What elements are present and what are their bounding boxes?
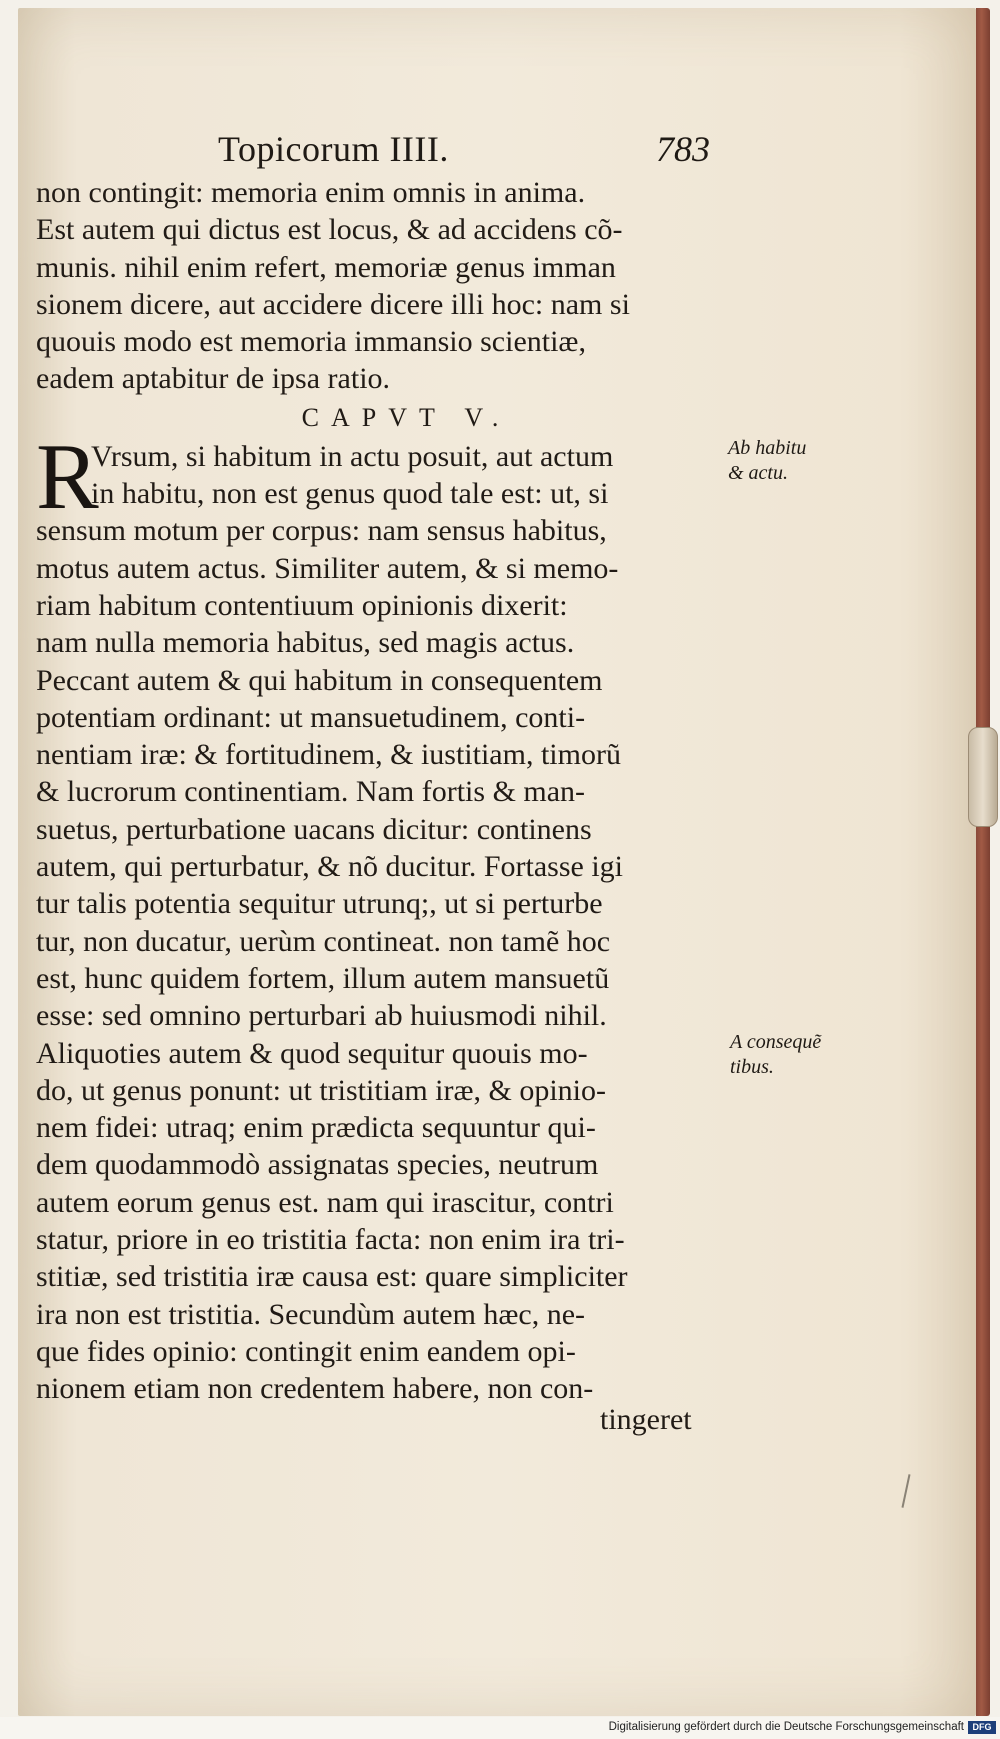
text-line: tur, non ducatur, uerùm contineat. non tamẽ hoc bbox=[36, 924, 611, 958]
text-line: non contingit: memoria enim omnis in anima. bbox=[36, 176, 586, 209]
text-line: munis. nihil enim refert, memoriæ genus imman bbox=[36, 250, 616, 284]
text-line: nem fidei: utraq; enim prædicta sequuntur qui- bbox=[36, 1111, 596, 1145]
marginal-note-line: Ab habitu bbox=[728, 437, 807, 459]
marginal-note bbox=[730, 1030, 880, 1080]
book-clasp bbox=[968, 727, 998, 827]
text-line: do, ut genus ponunt: ut tristitiam iræ, & opinio- bbox=[36, 1073, 606, 1107]
text-line: autem, qui perturbatur, & nõ ducitur. Fortasse igi bbox=[36, 850, 624, 884]
marginal-note-line: tibus. bbox=[730, 1056, 774, 1078]
text-line: tur talis potentia sequitur utrunq;, ut si perturbe bbox=[36, 887, 603, 921]
text-line: statur, priore in eo tristitia facta: non enim ira tri- bbox=[36, 1223, 625, 1257]
text-line: stitiæ, sed tristitia iræ causa est: quare simpliciter bbox=[36, 1260, 628, 1294]
text-line: dem quodammodò assignatas species, neutrum bbox=[36, 1148, 599, 1182]
drop-cap: R bbox=[36, 425, 99, 529]
text-line: nionem etiam non credentem habere, non con- bbox=[36, 1372, 594, 1406]
text-line: ira non est tristitia. Secundùm autem hæc, ne- bbox=[36, 1297, 586, 1331]
text-line: motus autem actus. Similiter autem, & si memo- bbox=[36, 551, 619, 585]
text-line: riam habitum contentiuum opinionis dixerit: bbox=[36, 588, 568, 622]
text-line: que fides opinio: contingit enim eandem opi- bbox=[36, 1334, 576, 1368]
text-line: sensum motum per corpus: nam sensus habitus, bbox=[36, 514, 607, 548]
text-line: Vrsum, si habitum in actu posuit, aut actum bbox=[91, 439, 614, 473]
catchword: tingeret bbox=[600, 1403, 692, 1436]
text-line: eadem aptabitur de ipsa ratio. bbox=[36, 362, 391, 396]
digitization-footer bbox=[0, 1717, 1000, 1739]
text-line: quouis modo est memoria immansio scientiæ, bbox=[36, 325, 586, 359]
page-number: 783 bbox=[656, 129, 710, 169]
text-line: Aliquoties autem & quod sequitur quouis mo- bbox=[36, 1036, 588, 1070]
text-line: in habitu, non est genus quod tale est: ut, si bbox=[91, 477, 609, 511]
main-text-block bbox=[36, 174, 726, 1408]
page-edge bbox=[976, 8, 990, 1716]
text-line: Est autem qui dictus est locus, & ad accidens cõ- bbox=[36, 213, 623, 247]
text-line: est, hunc quidem fortem, illum autem mansuetũ bbox=[36, 961, 610, 995]
text-line: nentiam iræ: & fortitudinem, & iustitiam, timorũ bbox=[36, 738, 621, 772]
dfg-logo: DFG bbox=[968, 1721, 996, 1734]
funding-credit: Digitalisierung gefördert durch die Deutsche Forschungsgemeinschaft bbox=[608, 1721, 964, 1733]
running-head bbox=[200, 128, 710, 172]
chapter-heading: CAPVT V. bbox=[301, 402, 511, 432]
text-line: potentiam ordinant: ut mansuetudinem, conti- bbox=[36, 700, 586, 734]
text-line: suetus, perturbatione uacans dicitur: continens bbox=[36, 812, 592, 846]
marginal-note bbox=[728, 436, 878, 486]
running-title: Topicorum IIII. bbox=[218, 129, 449, 169]
text-line: nam nulla memoria habitus, sed magis actus. bbox=[36, 626, 575, 660]
text-line: esse: sed omnino perturbari ab huiusmodi nihil. bbox=[36, 999, 607, 1033]
marginal-note-line: A consequẽ bbox=[730, 1031, 822, 1053]
text-line: & lucrorum continentiam. Nam fortis & man- bbox=[36, 775, 586, 809]
text-line: sionem dicere, aut accidere dicere illi hoc: nam si bbox=[36, 287, 630, 321]
text-line: autem eorum genus est. nam qui irascitur, contri bbox=[36, 1185, 614, 1219]
text-line: Peccant autem & qui habitum in consequentem bbox=[36, 663, 603, 697]
marginal-note-line: & actu. bbox=[728, 462, 788, 484]
